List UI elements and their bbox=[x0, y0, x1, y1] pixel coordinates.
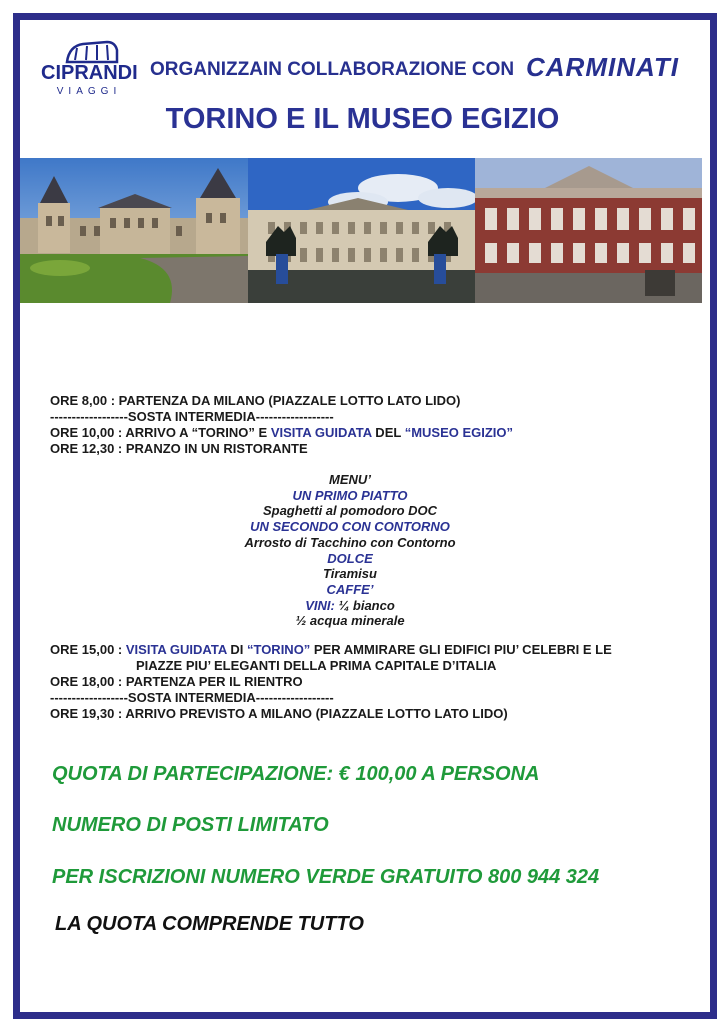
schedule-text: DEL bbox=[371, 425, 405, 440]
organization-text: ORGANIZZAIN COLLABORAZIONE CON bbox=[150, 59, 515, 80]
menu-dish-text: ¼ bianco bbox=[334, 597, 395, 613]
schedule-line bbox=[50, 642, 612, 658]
lunch-menu bbox=[200, 472, 500, 629]
menu-dish: Tiramisu bbox=[323, 566, 377, 582]
highlight-text: VISITA GUIDATA bbox=[125, 642, 227, 657]
photo-palazzo-reale bbox=[248, 158, 475, 303]
menu-dish bbox=[200, 598, 500, 614]
schedule-line: ORE 8,00 : PARTENZA DA MILANO (PIAZZALE LOTTO LATO LIDO) bbox=[50, 393, 461, 408]
schedule-line bbox=[50, 425, 513, 441]
photo-strip bbox=[20, 158, 702, 303]
ciprandi-logo bbox=[41, 40, 137, 100]
afternoon-program bbox=[50, 642, 612, 722]
photo-castello-valentino bbox=[20, 158, 248, 303]
morning-program bbox=[50, 393, 513, 457]
carminati-logo: CARMINATI bbox=[526, 52, 679, 82]
inclusive-text: LA QUOTA COMPRENDE TUTTO bbox=[55, 913, 364, 935]
menu-course-label: UN SECONDO CON CONTORNO bbox=[250, 519, 450, 535]
schedule-text: ORE 15,00 : bbox=[50, 642, 126, 657]
schedule-text: DI bbox=[226, 642, 247, 657]
photo-palazzo-carignano bbox=[475, 158, 702, 303]
menu-dish: ½ acqua minerale bbox=[295, 613, 405, 629]
price-text: QUOTA DI PARTECIPAZIONE: € 100,00 A PERSONA bbox=[52, 763, 540, 785]
highlight-text: “MUSEO EGIZIO” bbox=[404, 425, 514, 440]
menu-course-label: CAFFE’ bbox=[326, 581, 374, 597]
registration-phone-text: PER ISCRIZIONI NUMERO VERDE GRATUITO 800 944 324 bbox=[52, 866, 600, 888]
menu-course-label: DOLCE bbox=[327, 550, 373, 566]
stop-line: ------------------SOSTA INTERMEDIA------------------ bbox=[50, 409, 334, 424]
highlight-text: VISITA GUIDATA bbox=[270, 425, 372, 440]
logo-name: CIPRANDI bbox=[41, 62, 138, 84]
menu-title: MENU’ bbox=[329, 472, 371, 487]
limited-seats-text: NUMERO DI POSTI LIMITATO bbox=[52, 814, 329, 836]
stop-line: ------------------SOSTA INTERMEDIA------------------ bbox=[50, 690, 334, 705]
schedule-line: ORE 18,00 : PARTENZA PER IL RIENTRO bbox=[50, 674, 303, 689]
schedule-line: ORE 12,30 : PRANZO IN UN RISTORANTE bbox=[50, 441, 308, 456]
page-title: TORINO E IL MUSEO EGIZIO bbox=[165, 103, 560, 135]
logo-subtitle: VIAGGI bbox=[56, 86, 122, 97]
highlight-text: “TORINO” bbox=[246, 642, 311, 657]
schedule-line: PIAZZE PIU’ ELEGANTI DELLA PRIMA CAPITALE D’ITALIA bbox=[136, 658, 497, 673]
schedule-text: PER AMMIRARE GLI EDIFICI PIU’ CELEBRI E LE bbox=[310, 642, 612, 657]
schedule-line: ORE 19,30 : ARRIVO PREVISTO A MILANO (PIAZZALE LOTTO LATO LIDO) bbox=[50, 706, 508, 721]
menu-course-label: UN PRIMO PIATTO bbox=[292, 487, 408, 503]
schedule-text: ORE 10,00 : ARRIVO A “TORINO” E bbox=[50, 425, 271, 440]
menu-dish: Spaghetti al pomodoro DOC bbox=[262, 503, 438, 519]
menu-dish: Arrosto di Tacchino con Contorno bbox=[244, 534, 456, 550]
menu-course-label: VINI: bbox=[305, 597, 335, 613]
